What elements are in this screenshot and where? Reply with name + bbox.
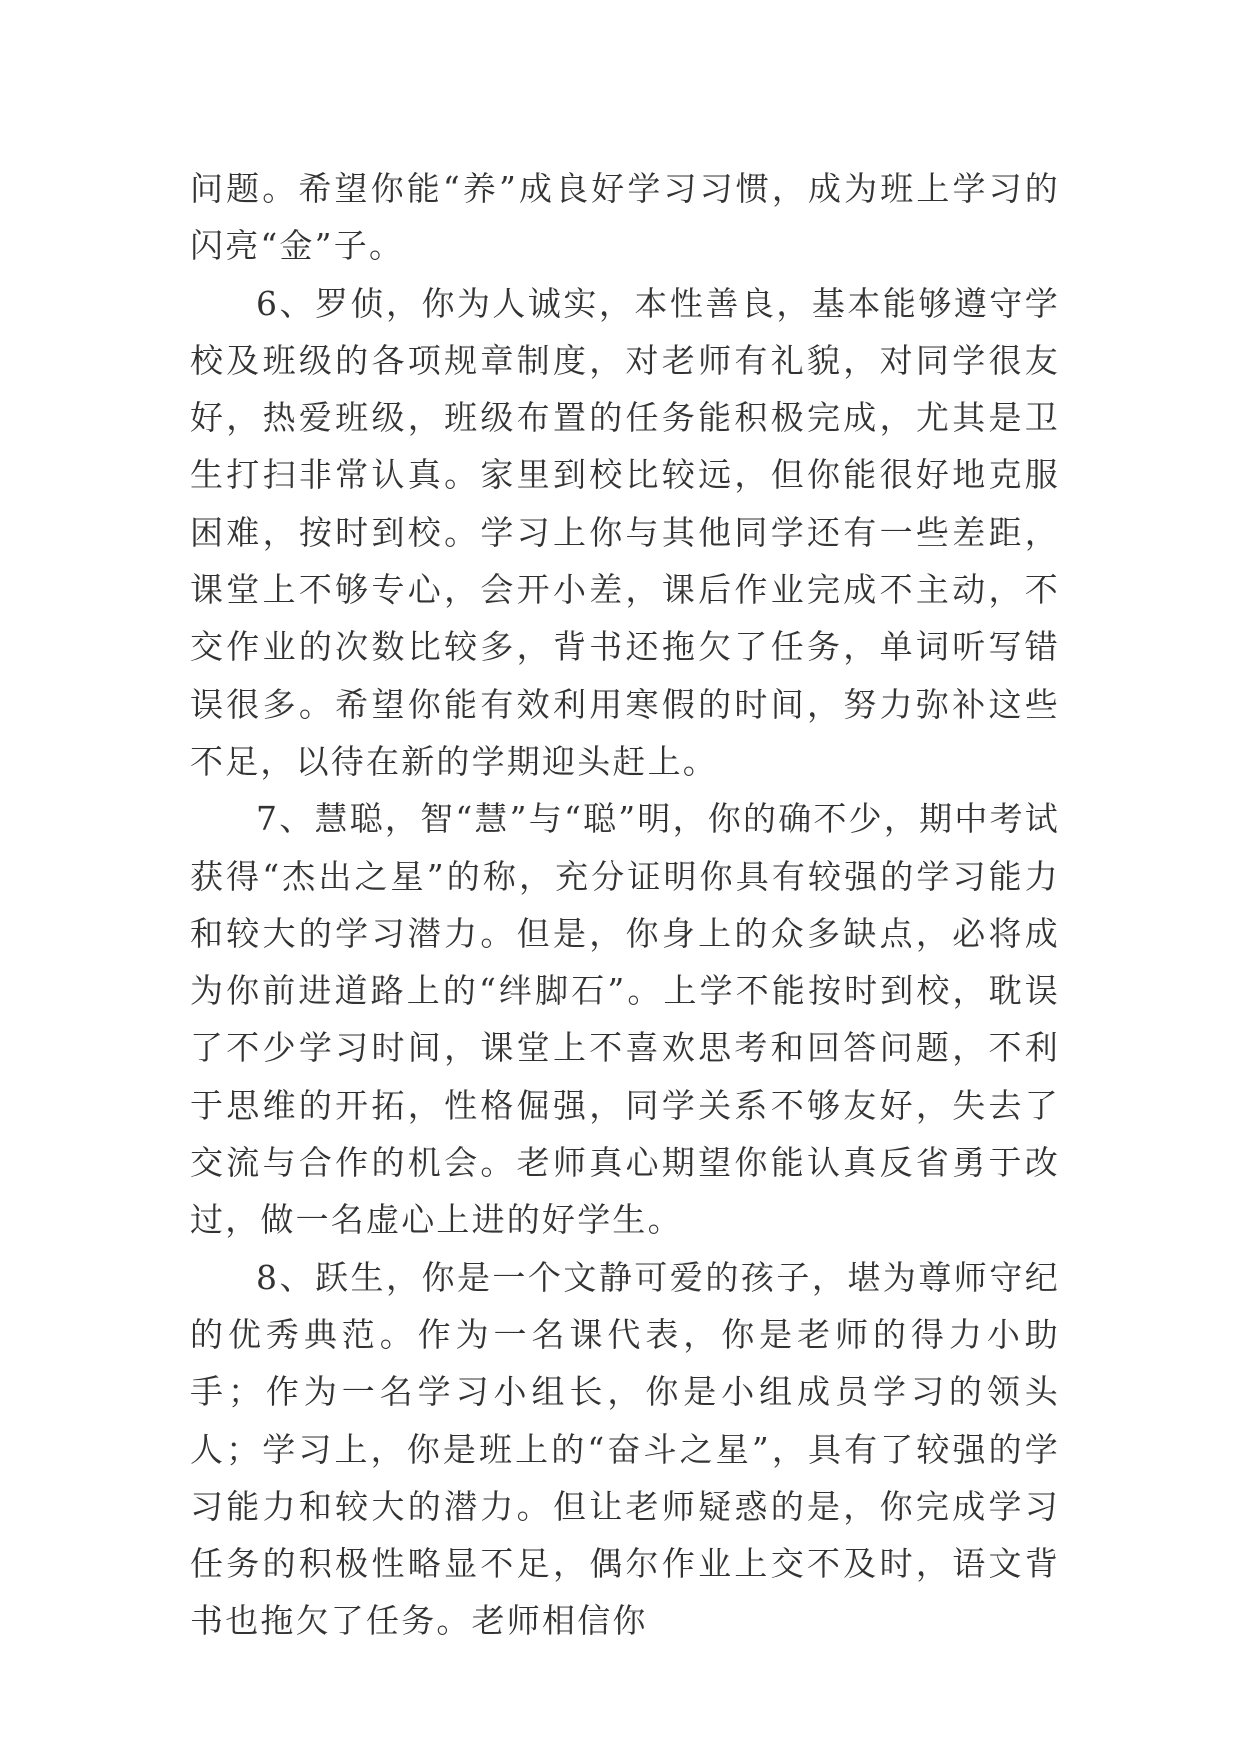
- paragraph-comment-8: 8、跃生，你是一个文静可爱的孩子，堪为尊师守纪的优秀典范。作为一名课代表，你是老师的得力小助手；作为一名学习小组长，你是小组成员学习的领头人；学习上，你是班上的“奋斗之星”，具有了较强的学习能力和较大的潜力。但让老师疑惑的是，你完成学习任务的积极性略显不足，偶尔作业上交不及时，语文背书也拖欠了任务。老师相信你: [190, 1257, 1060, 1641]
- paragraph-comment-7: 7、慧聪，智“慧”与“聪”明，你的确不少，期中考试获得“杰出之星”的称，充分证明你具有较强的学习能力和较大的学习潜力。但是，你身上的众多缺点，必将成为你前进道路上的“绊脚石”。上学不能按时到校，耽误了不少学习时间，课堂上不喜欢思考和回答问题，不利于思维的开拓，性格倔强，同学关系不够友好，失去了交流与合作的机会。老师真心期望你能认真反省勇于改过，做一名虚心上进的好学生。: [190, 799, 1060, 1240]
- paragraph-continuation: 问题。希望你能“养”成良好学习习惯，成为班上学习的闪亮“金”子。: [190, 169, 1060, 266]
- paragraph-comment-6: 6、罗侦，你为人诚实，本性善良，基本能够遵守学校及班级的各项规章制度，对老师有礼貌，对同学很友好，热爱班级，班级布置的任务能积极完成，尤其是卫生打扫非常认真。家里到校比较远，但你能很好地克服困难，按时到校。学习上你与其他同学还有一些差距，课堂上不够专心，会开小差，课后作业完成不主动，不交作业的次数比较多，背书还拖欠了任务，单词听写错误很多。希望你能有效利用寒假的时间，努力弥补这些不足，以待在新的学期迎头赶上。: [190, 283, 1060, 781]
- document-body: [190, 160, 1060, 1650]
